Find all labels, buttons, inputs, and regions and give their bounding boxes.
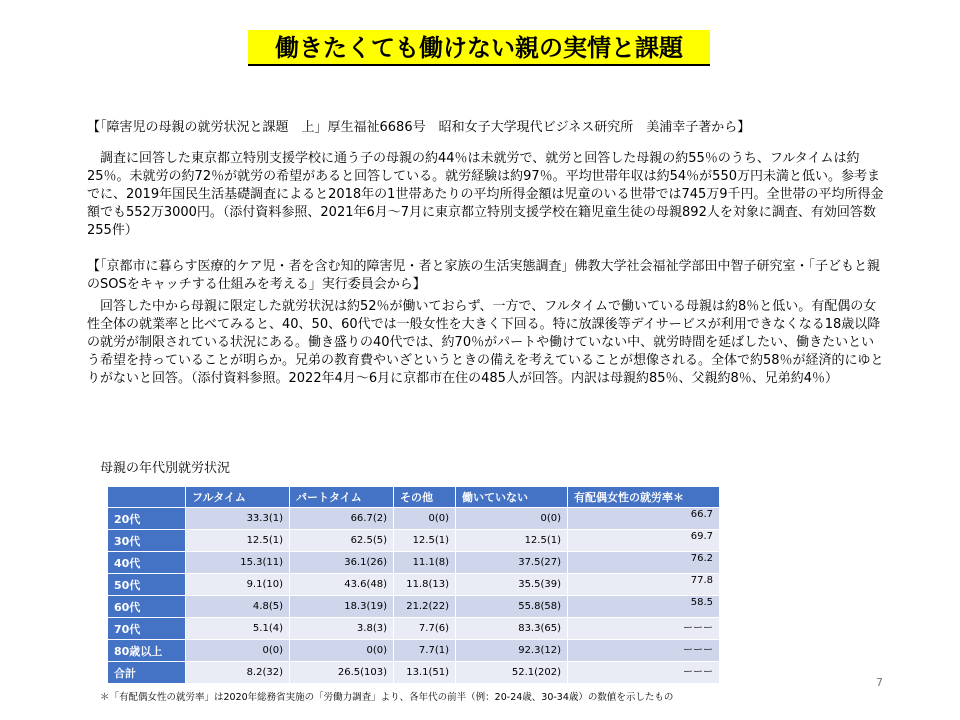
- cell-married-women-rate: ーーー: [568, 618, 720, 640]
- header-parttime: パートタイム: [290, 487, 394, 508]
- cell-married-women-rate: ーーー: [568, 640, 720, 662]
- cell-fulltime: 8.2(32): [186, 662, 290, 684]
- source2-body: 回答した中から母親に限定した就労状況は約52％が働いておらず、一方で、フルタイムで働いている母親は約8％と低い。有配偶の女性全体の就業率と比べてみると、40、50、60代では一般女性を大きく下回る。特に放課後等デイサービスが利用できなくなる18歳以降の就労が制限されている状況にある。働き盛りの40代では、約70％がパートや働けていない中、就労時間を延ばしたい、働きたいという希望を持っていることが明らか。兄弟の教育費やいざというときの備えを考えていることが想像される。全体で約58％が経済的にゆとりがないと回答。（添付資料参照。2022年4月～6月に京都市在住の485人が回答。内訳は母親約85％、父親約8％、兄弟約4％）: [87, 299, 884, 386]
- cell-other: 11.8(13): [394, 574, 456, 596]
- cell-other: 13.1(51): [394, 662, 456, 684]
- source1-body: 調査に回答した東京都立特別支援学校に通う子の母親の約44％は未就労で、就労と回答した母親の約55％のうち、フルタイムは約25％。未就労の約72％が就労の希望があると回答している。就労経験は約97％。平均世帯年収は約54％が550万円未満と低い。参考までに、2019年国民生活基礎調査によると2018年の1世帯あたりの平均所得金額は児童のいる世帯では745万9千円。全世帯の平均所得金額でも552万3000円。（添付資料参照、2021年6月～7月に東京都立特別支援学校在籍児童生徒の母親892人を対象に調査、有効回答数255件）: [87, 151, 884, 238]
- cell-other: 7.7(6): [394, 618, 456, 640]
- cell-parttime: 62.5(5): [290, 530, 394, 552]
- table-row: [108, 530, 720, 552]
- table-row: [108, 618, 720, 640]
- header-other: その他: [394, 487, 456, 508]
- source2-heading: 【「京都市に暮らす医療的ケア児・者を含む知的障害児・者と家族の生活実態調査」佛教大学社会福祉学部田中智子研究室・「子どもと親のSOSをキャッチする仕組みを考える」実行委員会から】: [87, 259, 881, 292]
- source1-heading: 【「障害児の母親の就労状況と課題 上」厚生福祉6686号 昭和女子大学現代ビジネス研究所 美浦幸子著から】: [87, 120, 751, 135]
- header-not-working: 働いていない: [456, 487, 568, 508]
- table-row: [108, 508, 720, 530]
- row-age-label: 40代: [108, 552, 186, 574]
- cell-other: 7.7(1): [394, 640, 456, 662]
- table-header-row: [108, 487, 720, 508]
- cell-not-working: 37.5(27): [456, 552, 568, 574]
- cell-married-women-rate: 69.7: [568, 530, 720, 552]
- table-row: [108, 552, 720, 574]
- header-fulltime: フルタイム: [186, 487, 290, 508]
- employment-table: [107, 486, 720, 684]
- row-age-label: 30代: [108, 530, 186, 552]
- cell-married-women-rate: 76.2: [568, 552, 720, 574]
- row-age-label: 20代: [108, 508, 186, 530]
- header-married-women-rate: 有配偶女性の就労率＊: [568, 487, 720, 508]
- cell-parttime: 26.5(103): [290, 662, 394, 684]
- table-row: [108, 574, 720, 596]
- row-age-label: 50代: [108, 574, 186, 596]
- cell-parttime: 18.3(19): [290, 596, 394, 618]
- cell-parttime: 43.6(48): [290, 574, 394, 596]
- cell-not-working: 52.1(202): [456, 662, 568, 684]
- row-age-label: 合計: [108, 662, 186, 684]
- cell-other: 0(0): [394, 508, 456, 530]
- row-age-label: 70代: [108, 618, 186, 640]
- row-age-label: 60代: [108, 596, 186, 618]
- table-row: [108, 662, 720, 684]
- cell-not-working: 35.5(39): [456, 574, 568, 596]
- cell-not-working: 12.5(1): [456, 530, 568, 552]
- table-row: [108, 640, 720, 662]
- table-row: [108, 596, 720, 618]
- cell-married-women-rate: ーーー: [568, 662, 720, 684]
- page-title: 働きたくても働けない親の実情と課題: [248, 30, 710, 66]
- cell-parttime: 3.8(3): [290, 618, 394, 640]
- cell-other: 12.5(1): [394, 530, 456, 552]
- cell-fulltime: 0(0): [186, 640, 290, 662]
- cell-fulltime: 33.3(1): [186, 508, 290, 530]
- table-caption: 母親の年代別就労状況: [100, 461, 231, 476]
- cell-fulltime: 15.3(11): [186, 552, 290, 574]
- cell-not-working: 83.3(65): [456, 618, 568, 640]
- footnote: ＊「有配偶女性の就労率」は2020年総務省実施の「労働力調査」より、各年代の前半（例：20-24歳、30-34歳）の数値を示したもの: [100, 692, 674, 703]
- cell-fulltime: 12.5(1): [186, 530, 290, 552]
- title-underline: [248, 64, 710, 66]
- cell-married-women-rate: 66.7: [568, 508, 720, 530]
- row-age-label: 80歳以上: [108, 640, 186, 662]
- page-number: 7: [876, 676, 883, 689]
- cell-parttime: 0(0): [290, 640, 394, 662]
- cell-other: 11.1(8): [394, 552, 456, 574]
- cell-married-women-rate: 58.5: [568, 596, 720, 618]
- cell-not-working: 0(0): [456, 508, 568, 530]
- cell-parttime: 66.7(2): [290, 508, 394, 530]
- cell-other: 21.2(22): [394, 596, 456, 618]
- header-corner: [108, 487, 186, 508]
- cell-married-women-rate: 77.8: [568, 574, 720, 596]
- cell-fulltime: 4.8(5): [186, 596, 290, 618]
- cell-fulltime: 5.1(4): [186, 618, 290, 640]
- cell-parttime: 36.1(26): [290, 552, 394, 574]
- cell-not-working: 55.8(58): [456, 596, 568, 618]
- cell-not-working: 92.3(12): [456, 640, 568, 662]
- cell-fulltime: 9.1(10): [186, 574, 290, 596]
